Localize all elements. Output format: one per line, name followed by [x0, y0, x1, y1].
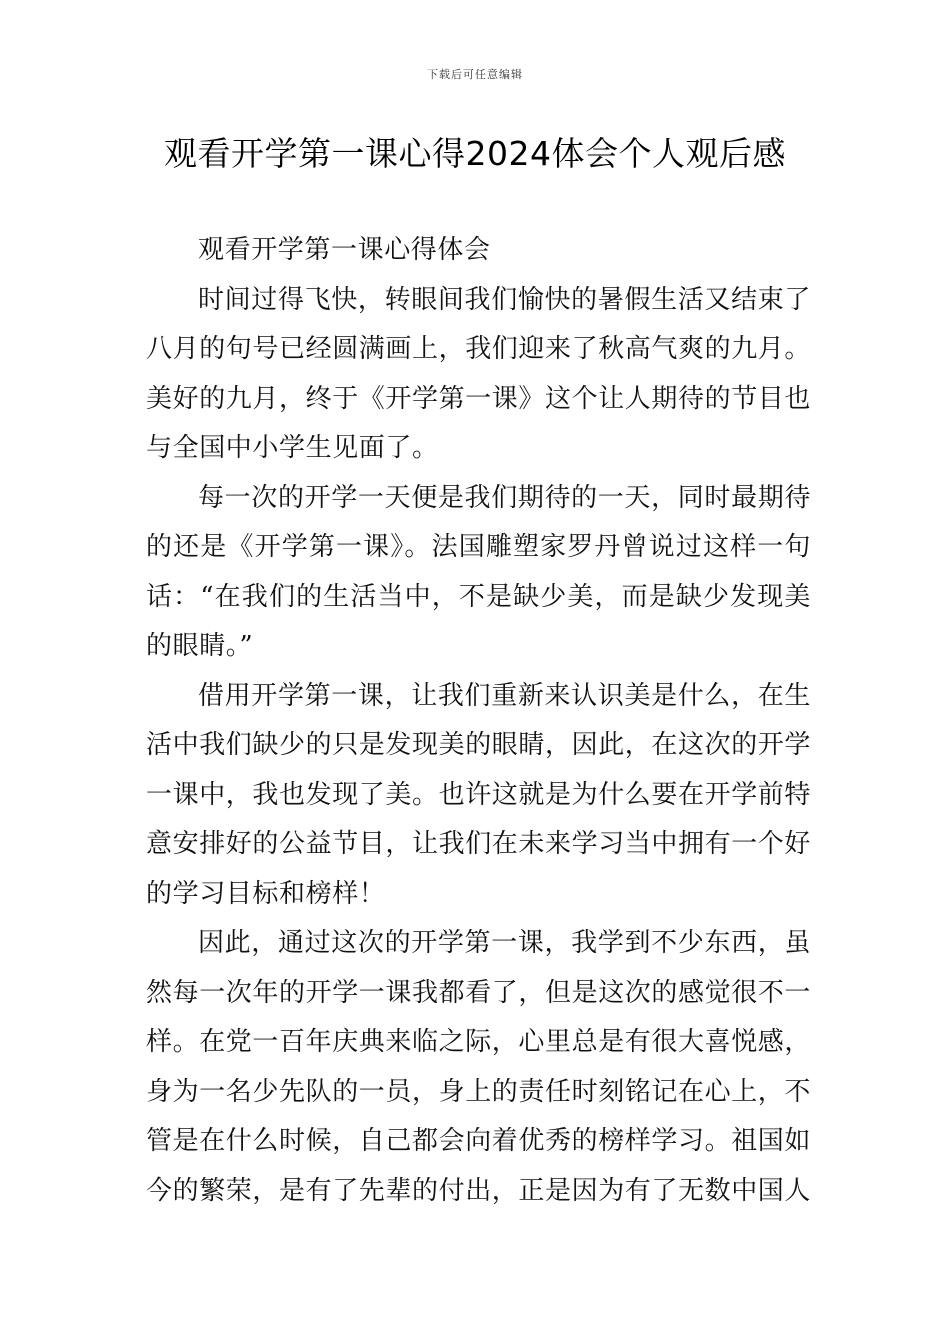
paragraph: 因此，通过这次的开学第一课，我学到不少东西，虽然每一次年的开学一课我都看了，但是这次的感觉很不一样。在党一百年庆典来临之际，心里总是有很大喜悦感，身为一名少先队的一员，身上的责任时刻铭记在心上，不管是在什么时候，自己都会向着优秀的榜样学习。祖国如今的繁荣，是有了先辈的付出，正是因为有了无数中国人: [146, 928, 812, 1206]
document-title: 观看开学第一课心得2024体会个人观后感: [164, 134, 786, 173]
paragraph: 时间过得飞快，转眼间我们愉快的暑假生活又结束了八月的句号已经圆满画上，我们迎来了秋高气爽的九月。美好的九月，终于《开学第一课》这个让人期待的节目也与全国中小学生见面了。: [146, 284, 812, 463]
paragraph: 每一次的开学一天便是我们期待的一天，同时最期待的还是《开学第一课》。法国雕塑家罗丹曾说过这样一句话：“在我们的生活当中，不是缺少美，而是缺少发现美的眼睛。”: [146, 482, 811, 661]
header-note: 下载后可任意编辑: [427, 68, 523, 81]
document-body: [146, 226, 811, 1216]
paragraph: 借用开学第一课，让我们重新来认识美是什么，在生活中我们缺少的只是发现美的眼睛，因此，在这次的开学一课中，我也发现了美。也许这就是为什么要在开学前特意安排好的公益节目，让我们在未来学习当中拥有一个好的学习目标和榜样！: [146, 680, 812, 909]
paragraph-subtitle: 观看开学第一课心得体会: [198, 235, 491, 265]
